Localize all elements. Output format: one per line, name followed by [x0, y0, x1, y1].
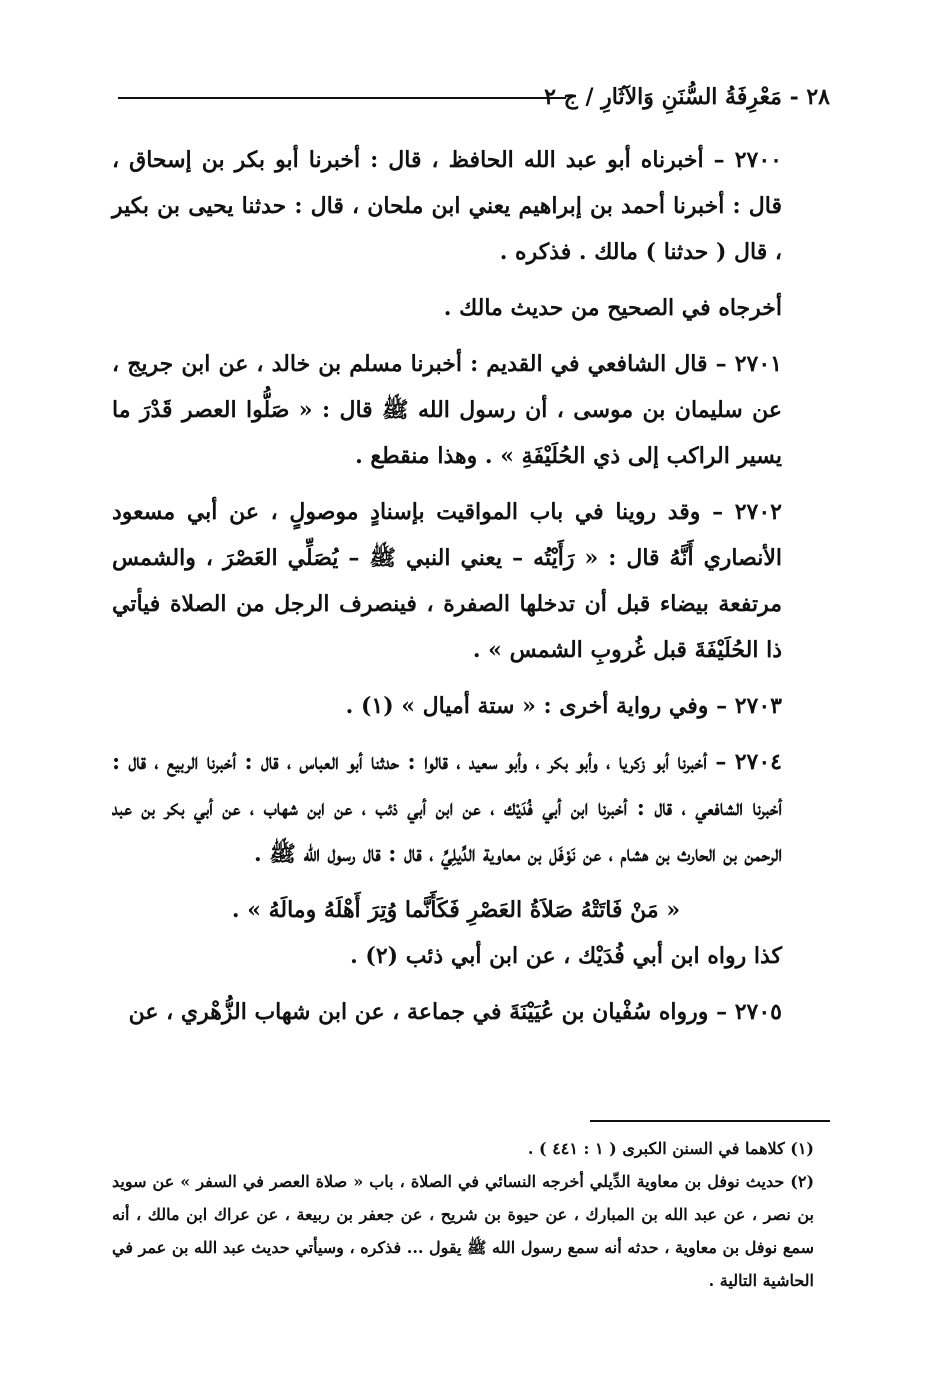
paragraph-2703: ٢٧٠٣ – وفي رواية أخرى : « ستة أميال » (١) . — [345, 693, 782, 719]
main-text — [112, 137, 830, 1035]
paragraph-2701: ٢٧٠١ – قال الشافعي في القديم : أخبرنا مسلم بن خالد ، عن ابن جريج ، عن سليمان بن موسى ، أن رسول الله ﷺ قال : « صَلُّوا العصر قَدْرَ ما يسير الراكب إلى ذي الحُلَيْفَةِ » . وهذا منقطع . — [112, 351, 782, 469]
footnote-rule — [590, 1120, 830, 1122]
paragraph-ikhraj: أخرجاه في الصحيح من حديث مالك . — [443, 295, 782, 321]
running-title: ٢٨ - مَعْرِفَةُ السُّنَنِ وَالآثَارِ / ج ٢ — [544, 84, 830, 110]
page-header — [118, 80, 830, 120]
paragraph-2700: ٢٧٠٠ – أخبرناه أبو عبد الله الحافظ ، قال : أخبرنا أبو بكر بن إسحاق ، قال : أخبرنا أحمد بن إبراهيم يعني ابن ملحان ، قال : حدثنا يحيى بن بكير ، قال ( حدثنا ) مالك . فذكره . — [112, 147, 782, 265]
paragraph-2705: ٢٧٠٥ – ورواه سُفْيان بن عُيَيْنَةَ في جماعة ، عن ابن شهاب الزُّهْري ، عن — [128, 999, 782, 1025]
paragraph-2702: ٢٧٠٢ – وقد روينا في باب المواقيت بإسنادٍ موصولٍ ، عن أبي مسعود الأنصاري أَنَّهُ قال : « رَأَيْتُه – يعني النبي ﷺ – يُصَلِّي العَصْرَ ، والشمس مرتفعة بيضاء قبل أن تدخلها الصفرة ، فينصرف الرجل من الصلاة فيأتي ذا الحُلَيْفَةَ قبل غُروبِ الشمس » . — [112, 499, 782, 663]
footnotes — [112, 1132, 830, 1297]
footnote-2: (٢) حديث نوفل بن معاوية الدِّيلي أخرجه النسائي في الصلاة ، باب « صلاة العصر في السفر » عن سويد بن نصر ، عن عبد الله بن المبارك ، عن حيوة بن شريح ، عن جعفر بن ربيعة ، عن عراك ابن مالك ، أنه سمع نوفل بن معاوية ، حدثه أنه سمع رسول الله ﷺ يقول ... فذكره ، وسيأتي حديث عبد الله بن عمر في الحاشية التالية . — [112, 1172, 815, 1290]
footnote-1: (١) كلاهما في السنن الكبرى ( ١ : ٤٤١ ) . — [527, 1139, 814, 1158]
hadith-quote: « مَنْ فَاتَتْهُ صَلاَةُ العَصْرِ فَكَأَنَّما وُتِرَ أَهْلَهُ ومالَهُ » . — [231, 897, 681, 923]
paragraph-kadha: كذا رواه ابن أبي فُدَيْك ، عن ابن أبي ذئب (٢) . — [350, 943, 782, 969]
paragraph-2704: ٢٧٠٤ – أخبرنا أبو زكريا ، وأبو بكر ، وأبو سعيد ، قالوا : حدثنا أبو العباس ، قال : أخبرنا الربيع ، قال : أخبرنا الشافعي ، قال : أخبرنا ابن أبي فُدَيْك ، عن ابن أبي ذئب ، عن ابن شهاب ، عن أبي بكر بن عبد الرحمن بن الحارث بن هشام ، عن نَوْفَل بن معاوية الدِّيلِيِّ ، قال : قال رسول الله ﷺ . — [112, 749, 782, 867]
header-rule — [118, 97, 566, 99]
